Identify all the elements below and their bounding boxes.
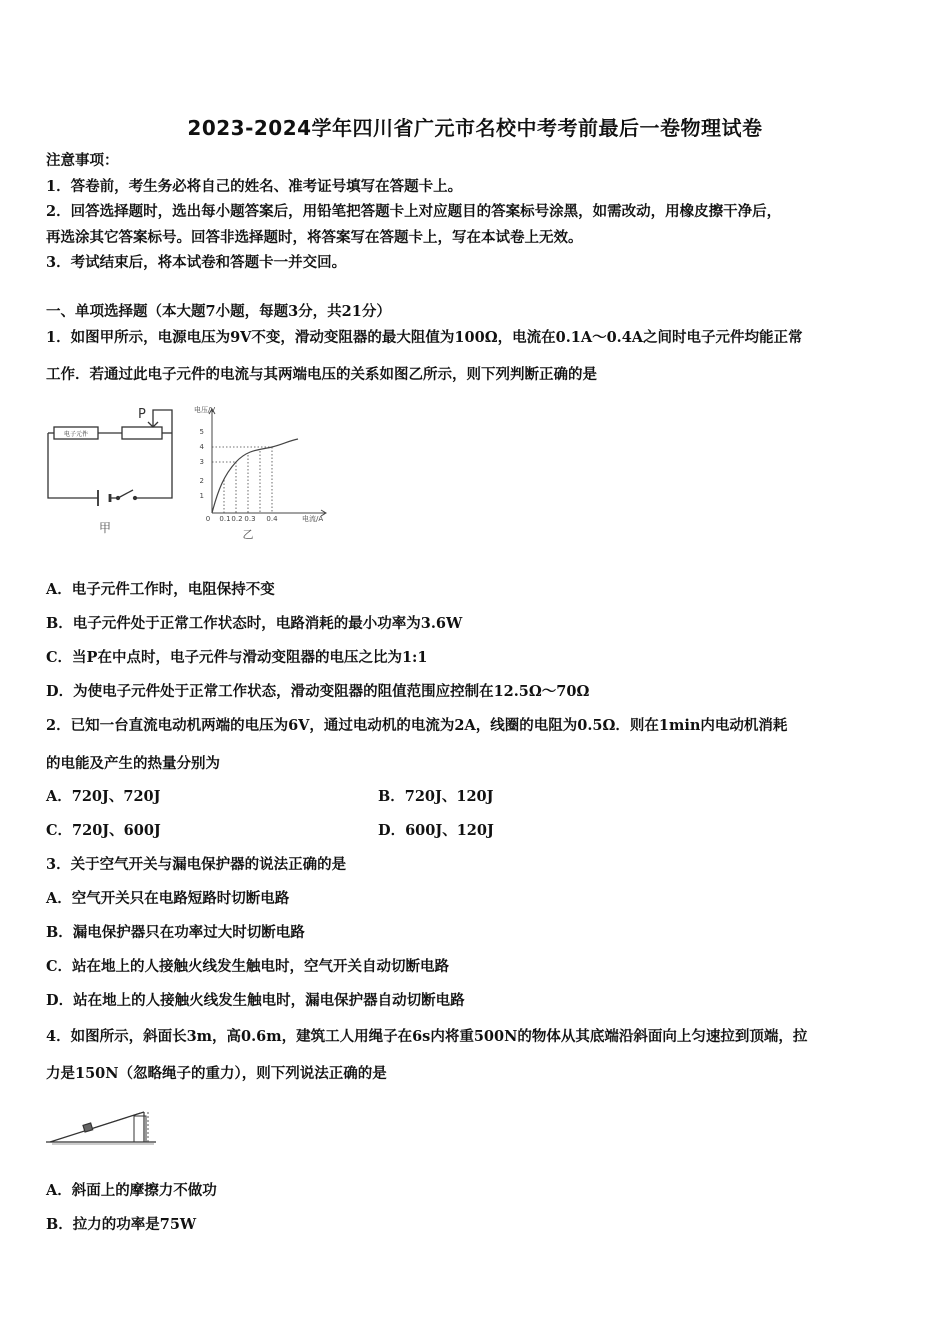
q1-option-b: B．电子元件处于正常工作状态时，电路消耗的最小功率为3.6W: [46, 615, 463, 632]
q3-option-b: B．漏电保护器只在功率过大时切断电路: [46, 924, 305, 941]
q3-option-c: C．站在地上的人接触火线发生触电时，空气开关自动切断电路: [46, 958, 450, 975]
section-heading: 一、单项选择题（本大题7小题，每题3分，共21分）: [46, 303, 391, 320]
q4-stem-line1: 4．如图所示，斜面长3m，高0.6m，建筑工人用绳子在6s内将重500N的物体从其底端沿斜面向上匀速拉到顶端，拉: [46, 1028, 808, 1045]
q2-option-c: C．720J、600J: [46, 822, 161, 839]
y-tick: 4: [199, 443, 204, 451]
q1-option-d: D．为使电子元件处于正常工作状态，滑动变阻器的阻值范围应控制在12.5Ω～70Ω: [46, 683, 590, 700]
q1-option-a: A．电子元件工作时，电阻保持不变: [46, 581, 275, 598]
y-tick: 3: [199, 458, 204, 466]
q3-option-d: D．站在地上的人接触火线发生触电时，漏电保护器自动切断电路: [46, 992, 465, 1009]
q4-option-a: A．斜面上的摩擦力不做功: [46, 1182, 217, 1199]
component-label: 电子元件: [63, 431, 89, 438]
y-tick: 2: [199, 477, 204, 485]
x-tick: 0.3: [244, 515, 256, 523]
q1-stem-line1: 1．如图甲所示，电源电压为9V不变，滑动变阻器的最大阻值为100Ω，电流在0.1A～0.4A之间时电子元件均能正常: [46, 329, 803, 346]
origin-label: 0: [205, 515, 211, 523]
switch: [118, 490, 133, 498]
q2-option-d: D．600J、120J: [378, 822, 494, 839]
q1-stem-line2: 工作．若通过此电子元件的电流与其两端电压的关系如图乙所示，则下列判断正确的是: [46, 366, 597, 383]
incline-diagram: [44, 1098, 164, 1150]
q3-stem: 3．关于空气开关与漏电保护器的说法正确的是: [46, 856, 347, 873]
x-tick: 0.1: [219, 515, 231, 523]
q2-option-a: A．720J、720J: [46, 788, 161, 805]
q2-stem-line2: 的电能及产生的热量分别为: [46, 755, 220, 772]
x-tick: 0.2: [231, 515, 243, 523]
caption-yi: 乙: [242, 528, 254, 541]
q1-option-c: C．当P在中点时，电子元件与滑动变阻器的电压之比为1:1: [46, 649, 428, 666]
q3-option-a: A．空气开关只在电路短路时切断电路: [46, 890, 290, 907]
y-tick: 5: [199, 428, 204, 436]
rheostat: [122, 427, 162, 439]
y-tick: 1: [199, 492, 204, 500]
notice-item: 1．答卷前，考生务必将自己的姓名、准考证号填写在答题卡上。: [46, 178, 463, 195]
circuit-diagram: [40, 400, 190, 540]
notice-item: 再选涂其它答案标号。回答非选择题时，将答案写在答题卡上，写在本试卷上无效。: [46, 229, 583, 246]
x-tick: 0.4: [266, 515, 278, 523]
q4-stem-line2: 力是150N（忽略绳子的重力），则下列说法正确的是: [46, 1065, 387, 1082]
voltage-current-graph: [190, 400, 340, 545]
page-title: 2023-2024学年四川省广元市名校中考考前最后一卷物理试卷: [187, 116, 763, 140]
caption-jia: 甲: [98, 521, 112, 535]
notice-item: 3．考试结束后，将本试卷和答题卡一并交回。: [46, 254, 347, 271]
block: [83, 1123, 93, 1132]
q2-option-b: B．720J、120J: [378, 788, 494, 805]
x-axis-label: 电流/A: [302, 515, 324, 523]
q4-option-b: B．拉力的功率是75W: [46, 1216, 197, 1233]
slider-label: P: [138, 407, 146, 422]
q2-stem-line1: 2．已知一台直流电动机两端的电压为6V，通过电动机的电流为2A，线圈的电阻为0.5Ω．则在1min内电动机消耗: [46, 717, 788, 734]
notice-item: 2．回答选择题时，选出每小题答案后，用铅笔把答题卡上对应题目的答案标号涂黑，如需改动，用橡皮擦干净后，: [46, 203, 782, 220]
characteristic-curve: [212, 439, 298, 513]
y-axis-label: 电压/V: [194, 406, 216, 414]
notice-heading: 注意事项：: [46, 152, 119, 169]
